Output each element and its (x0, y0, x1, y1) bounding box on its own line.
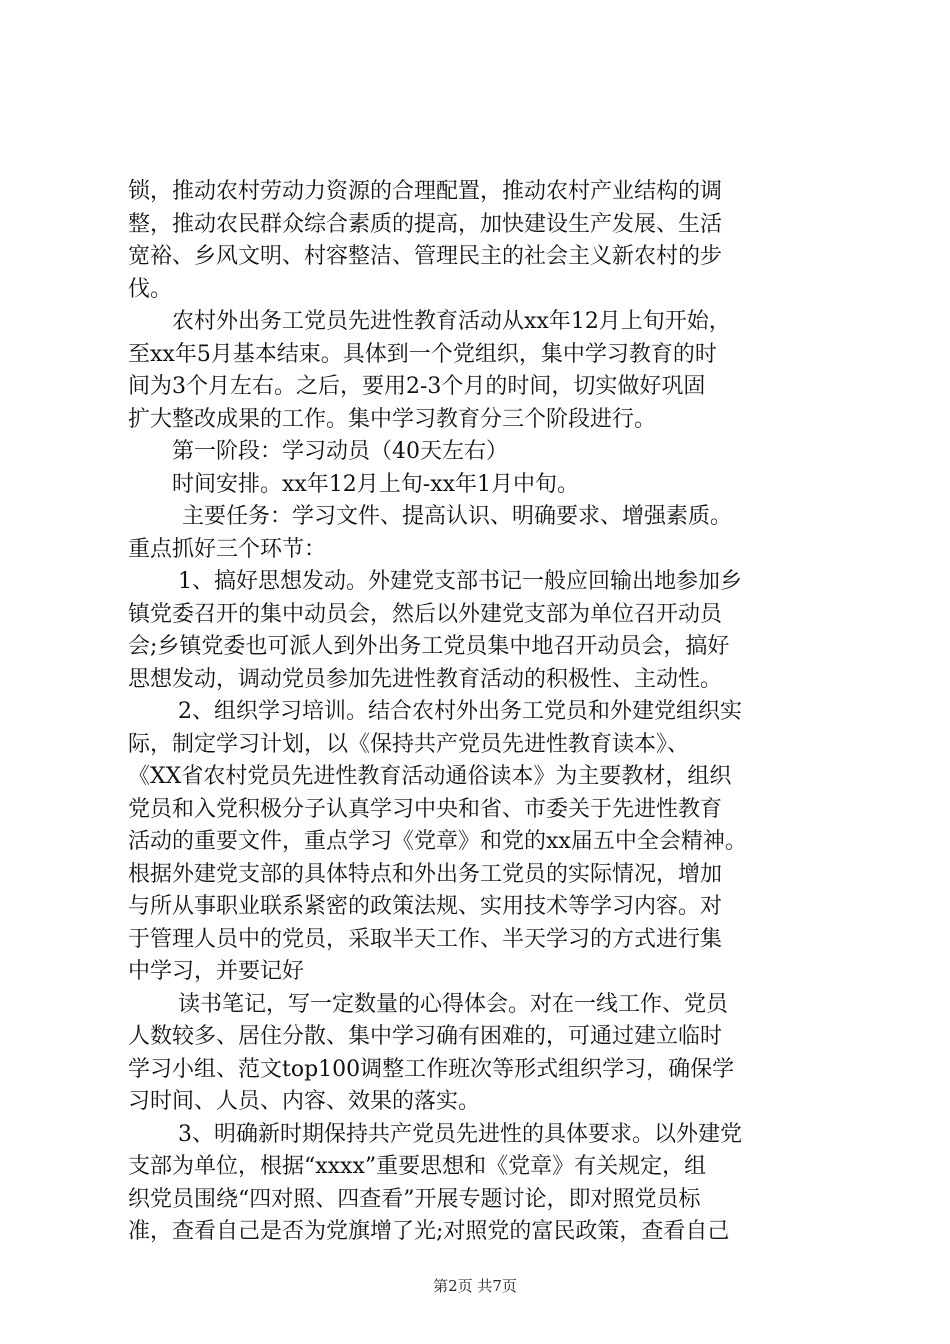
text-line: 党员和入党积极分子认真学习中央和省、市委关于先进性教育 (128, 796, 723, 822)
text-line: 1、搞好思想发动。外建党支部书记一般应回输出地参加乡 (178, 569, 742, 594)
text-line: 思想发动，调动党员参加先进性教育活动的积极性、主动性。 (128, 666, 723, 692)
text-line: 2、组织学习培训。结合农村外出务工党员和外建党组织实 (178, 699, 742, 724)
text-line: 镇党委召开的集中动员会，然后以外建党支部为单位召开动员 (128, 601, 723, 627)
text-line: 第一阶段：学习动员（40天左右） (172, 439, 508, 464)
text-line: 会;乡镇党委也可派人到外出务工党员集中地召开动员会，搞好 (128, 634, 730, 659)
text-line: 织党员围绕“四对照、四查看”开展专题讨论，即对照党员标 (128, 1186, 701, 1212)
text-line: 人数较多、居住分散、集中学习确有困难的，可通过建立临时 (128, 1024, 723, 1049)
text-line: 中学习，并要记好 (128, 959, 305, 984)
body-text (128, 176, 834, 1249)
text-line: 学习小组、范文top100调整工作班次等形式组织学习，确保学 (128, 1056, 735, 1082)
text-line: 读书笔记，写一定数量的心得体会。对在一线工作、党员 (178, 991, 729, 1017)
page-number: 第2页 共7页 (433, 1277, 517, 1295)
text-line: 伐。 (128, 276, 173, 302)
text-line: 锁，推动农村劳动力资源的合理配置，推动农村产业结构的调 (128, 179, 723, 204)
text-line: 3、明确新时期保持共产党员先进性的具体要求。以外建党 (178, 1121, 742, 1147)
text-line: 农村外出务工党员先进性教育活动从xx年12月上旬开始， (172, 309, 731, 334)
text-line: 时间安排。xx年12月上旬-xx年1月中旬。 (172, 471, 580, 497)
text-line: 际，制定学习计划，以《保持共产党员先进性教育读本》、 (128, 731, 690, 757)
text-line: 支部为单位，根据“xxxx”重要思想和《党章》有关规定，组 (128, 1154, 707, 1179)
text-line: 重点抓好三个环节： (128, 536, 327, 562)
text-line: 至xx年5月基本结束。具体到一个党组织，集中学习教育的时 (128, 341, 717, 367)
text-line: 《XX省农村党员先进性教育活动通俗读本》为主要教材，组织 (128, 764, 732, 789)
text-line: 整，推动农民群众综合素质的提高，加快建设生产发展、生活 (128, 211, 723, 237)
text-line: 准，查看自己是否为党旗增了光;对照党的富民政策，查看自己 (128, 1219, 730, 1244)
text-line: 于管理人员中的党员，采取半天工作、半天学习的方式进行集 (128, 926, 723, 952)
text-line: 宽裕、乡风文明、村容整洁、管理民主的社会主义新农村的步 (128, 244, 723, 269)
text-line: 主要任务：学习文件、提高认识、明确要求、增强素质。 (182, 504, 733, 529)
text-line: 习时间、人员、内容、效果的落实。 (128, 1089, 481, 1114)
text-line: 扩大整改成果的工作。集中学习教育分三个阶段进行。 (128, 406, 657, 432)
text-line: 活动的重要文件，重点学习《党章》和党的xx届五中全会精神。 (128, 829, 747, 854)
text-line: 间为3个月左右。之后，要用2-3个月的时间，切实做好巩固 (128, 374, 706, 399)
text-line: 根据外建党支部的具体特点和外出务工党员的实际情况，增加 (128, 861, 723, 887)
text-line: 与所从事职业联系紧密的政策法规、实用技术等学习内容。对 (128, 894, 723, 919)
